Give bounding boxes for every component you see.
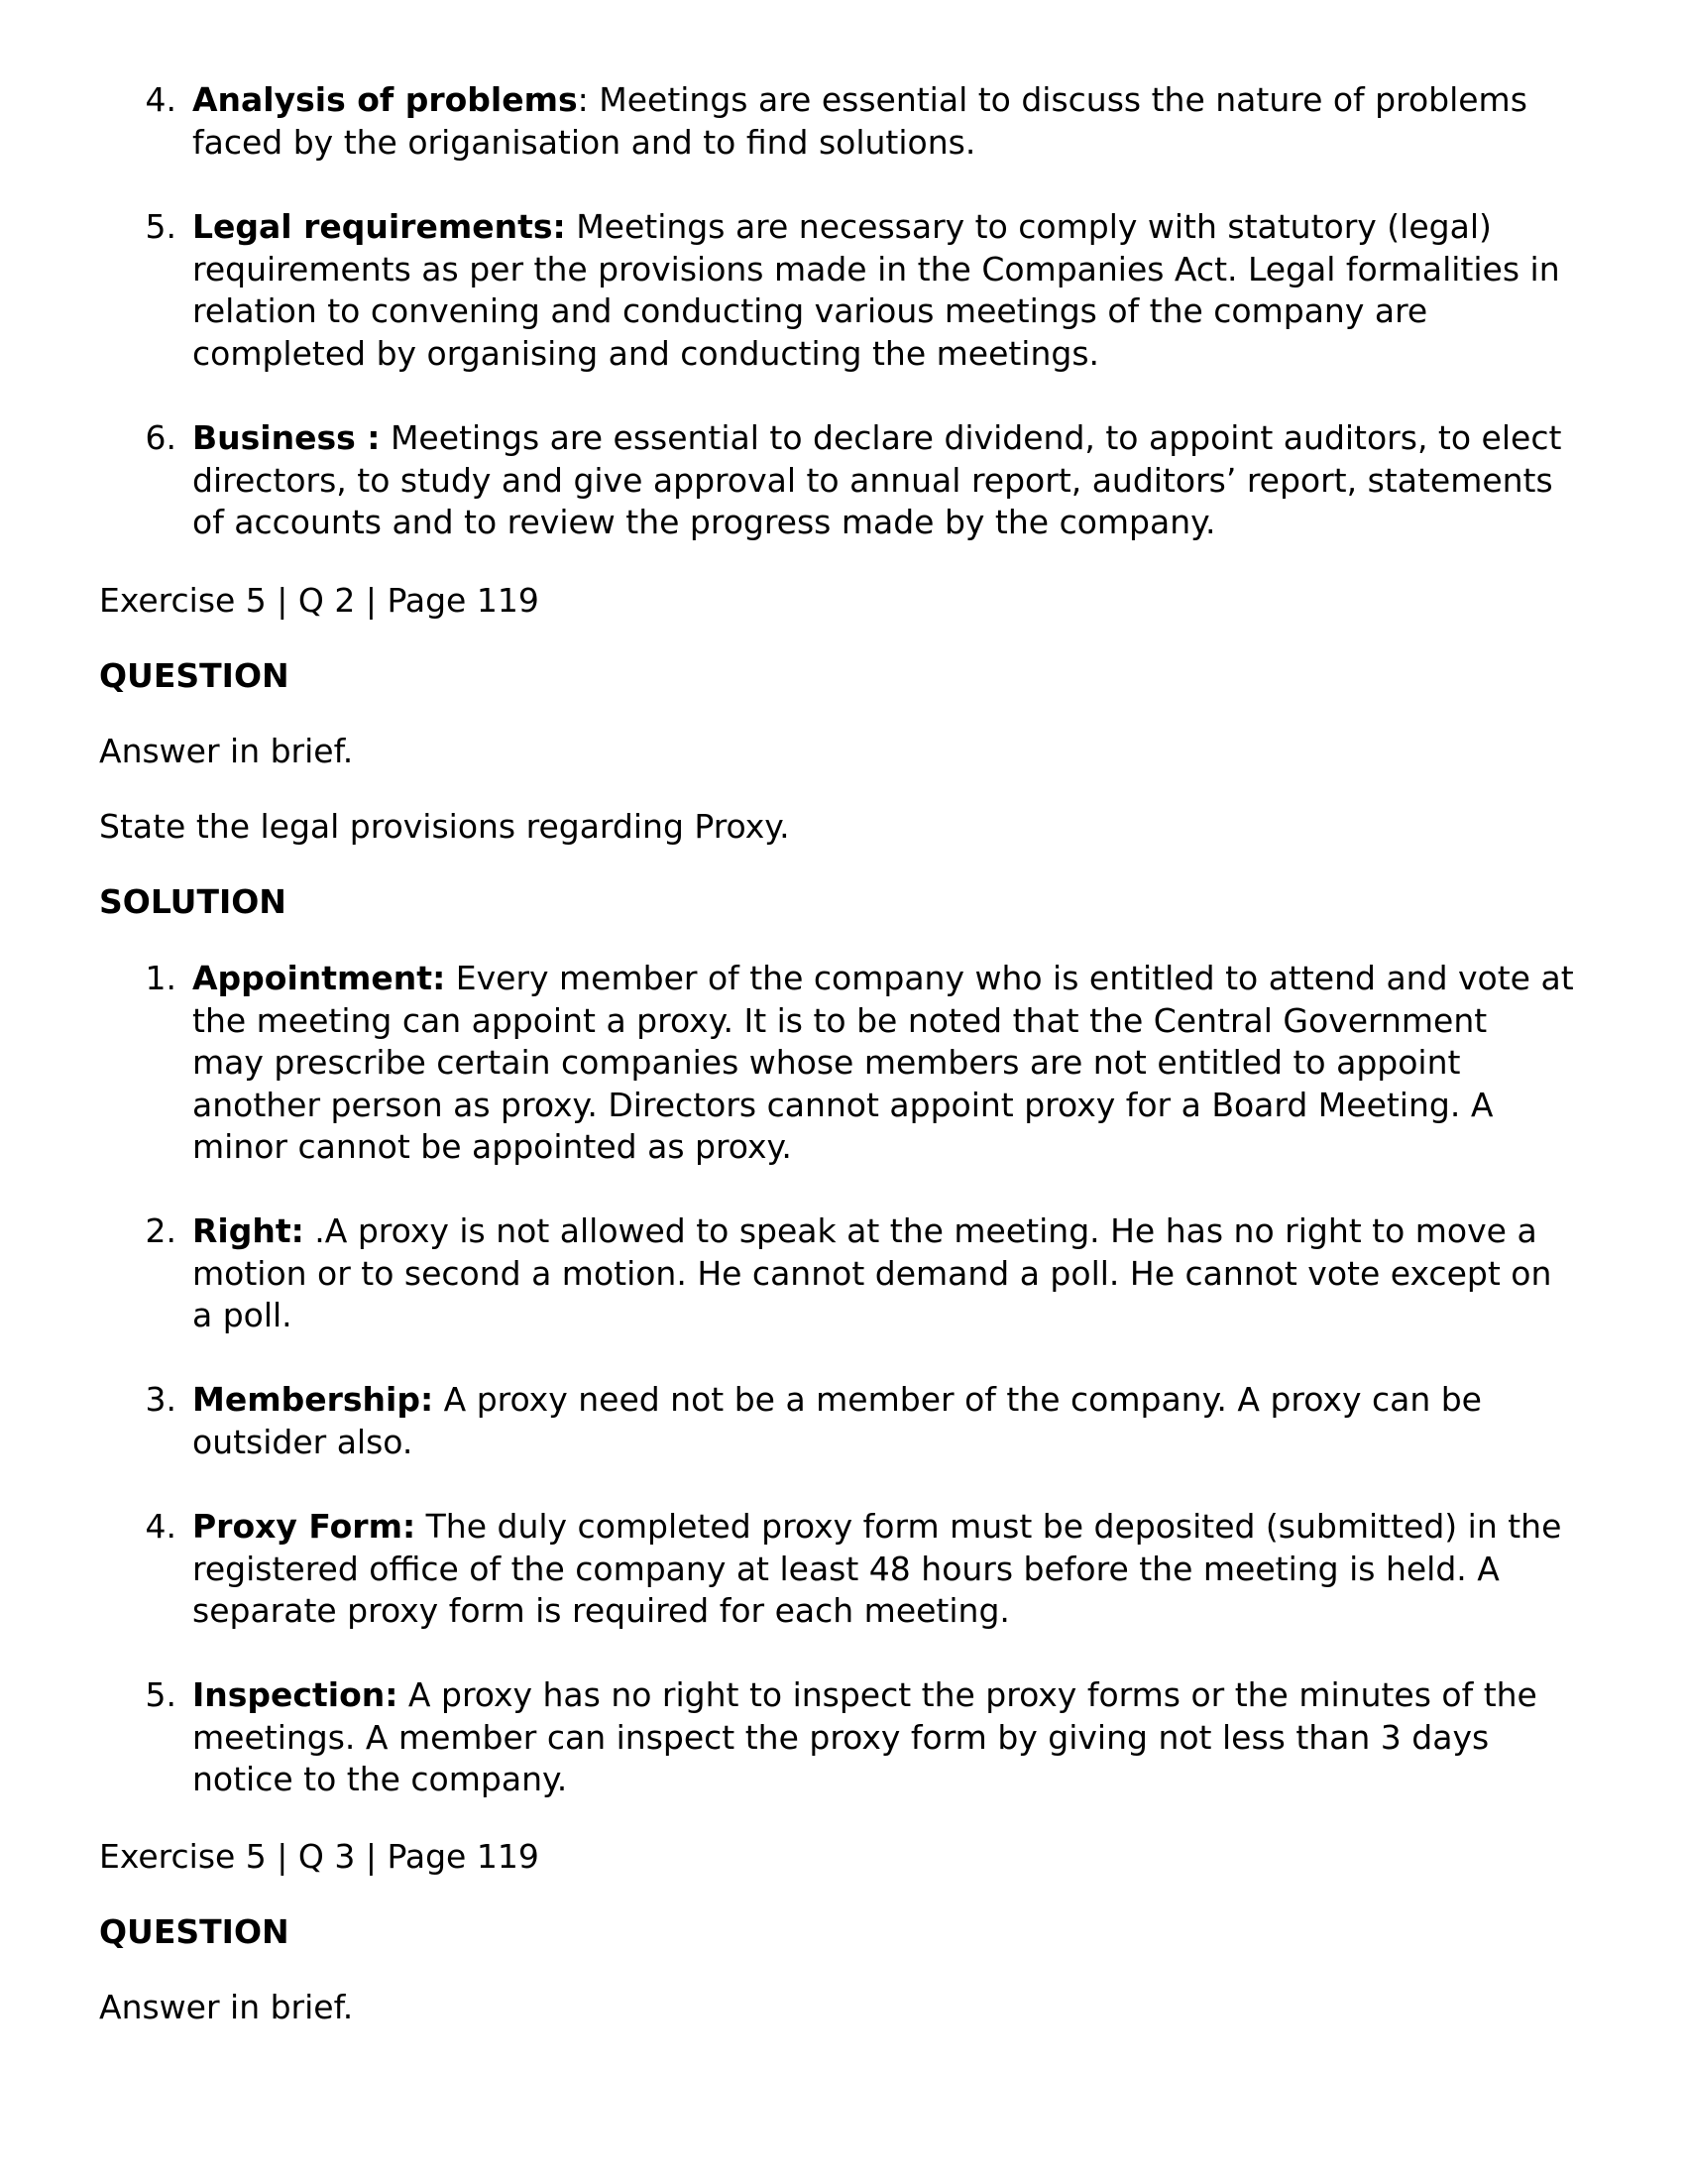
- item-number: 6.: [145, 418, 176, 457]
- item-term: Proxy Form:: [192, 1507, 416, 1546]
- item-text: Meetings are necessary to comply with statutory (legal): [565, 207, 1492, 246]
- item-text: Every member of the company who is entitled to attend and vote at: [445, 959, 1574, 997]
- question-heading: QUESTION: [99, 656, 289, 695]
- item-number: 1.: [145, 959, 176, 997]
- item-text: a poll.: [192, 1296, 292, 1334]
- exercise-reference: Exercise 5 | Q 3 | Page 119: [99, 1837, 539, 1876]
- item-term: Legal requirements:: [192, 207, 566, 246]
- item-text: notice to the company.: [192, 1760, 568, 1798]
- item-text: : Meetings are essential to discuss the nature of problems: [577, 80, 1527, 119]
- item-text: The duly completed proxy form must be deposited (submitted) in the: [415, 1507, 1562, 1546]
- item-text: of accounts and to review the progress made by the company.: [192, 503, 1216, 541]
- exercise-reference: Exercise 5 | Q 2 | Page 119: [99, 581, 539, 620]
- item-text: requirements as per the provisions made in the Companies Act. Legal formalities in: [192, 249, 1560, 288]
- item-text: another person as proxy. Directors cannot appoint proxy for a Board Meeting. A: [192, 1085, 1494, 1124]
- item-number: 4.: [145, 80, 176, 119]
- item-text: Meetings are essential to declare dividend, to appoint auditors, to elect: [380, 418, 1562, 457]
- solution-heading: SOLUTION: [99, 882, 286, 921]
- item-number: 2.: [145, 1211, 176, 1250]
- item-term: Appointment:: [192, 959, 446, 997]
- item-text: faced by the origanisation and to find solutions.: [192, 122, 976, 162]
- question-heading: QUESTION: [99, 1912, 289, 1951]
- item-number: 5.: [145, 207, 176, 246]
- item-text: directors, to study and give approval to annual report, auditors’ report, statements: [192, 460, 1553, 500]
- question-text: State the legal provisions regarding Proxy.: [99, 807, 790, 846]
- item-text: may prescribe certain companies whose members are not entitled to appoint: [192, 1043, 1461, 1082]
- item-text: completed by organising and conducting the meetings.: [192, 333, 1100, 373]
- item-term: Membership:: [192, 1380, 434, 1419]
- item-text: the meeting can appoint a proxy. It is to be noted that the Central Government: [192, 1000, 1488, 1040]
- item-number: 3.: [145, 1380, 176, 1419]
- item-text: outsider also.: [192, 1422, 413, 1461]
- item-text: motion or to second a motion. He cannot demand a poll. He cannot vote except on: [192, 1253, 1552, 1293]
- item-number: 4.: [145, 1507, 176, 1546]
- item-text: .A proxy is not allowed to speak at the meeting. He has no right to move a: [303, 1211, 1537, 1250]
- item-text: A proxy need not be a member of the company. A proxy can be: [433, 1380, 1482, 1419]
- item-text: registered office of the company at least 48 hours before the meeting is held. A: [192, 1549, 1500, 1588]
- item-text: minor cannot be appointed as proxy.: [192, 1127, 792, 1166]
- item-number: 5.: [145, 1675, 176, 1714]
- item-term: Analysis of problems: [192, 80, 578, 119]
- item-text: meetings. A member can inspect the proxy form by giving not less than 3 days: [192, 1717, 1490, 1757]
- item-text: A proxy has no right to inspect the proxy forms or the minutes of the: [397, 1675, 1537, 1714]
- item-text: relation to convening and conducting various meetings of the company are: [192, 291, 1428, 330]
- item-text: separate proxy form is required for each meeting.: [192, 1591, 1010, 1630]
- question-instruction: Answer in brief.: [99, 1988, 354, 2026]
- item-term: Right:: [192, 1211, 304, 1250]
- item-term: Inspection:: [192, 1675, 398, 1714]
- item-term: Business :: [192, 418, 381, 457]
- question-instruction: Answer in brief.: [99, 732, 354, 770]
